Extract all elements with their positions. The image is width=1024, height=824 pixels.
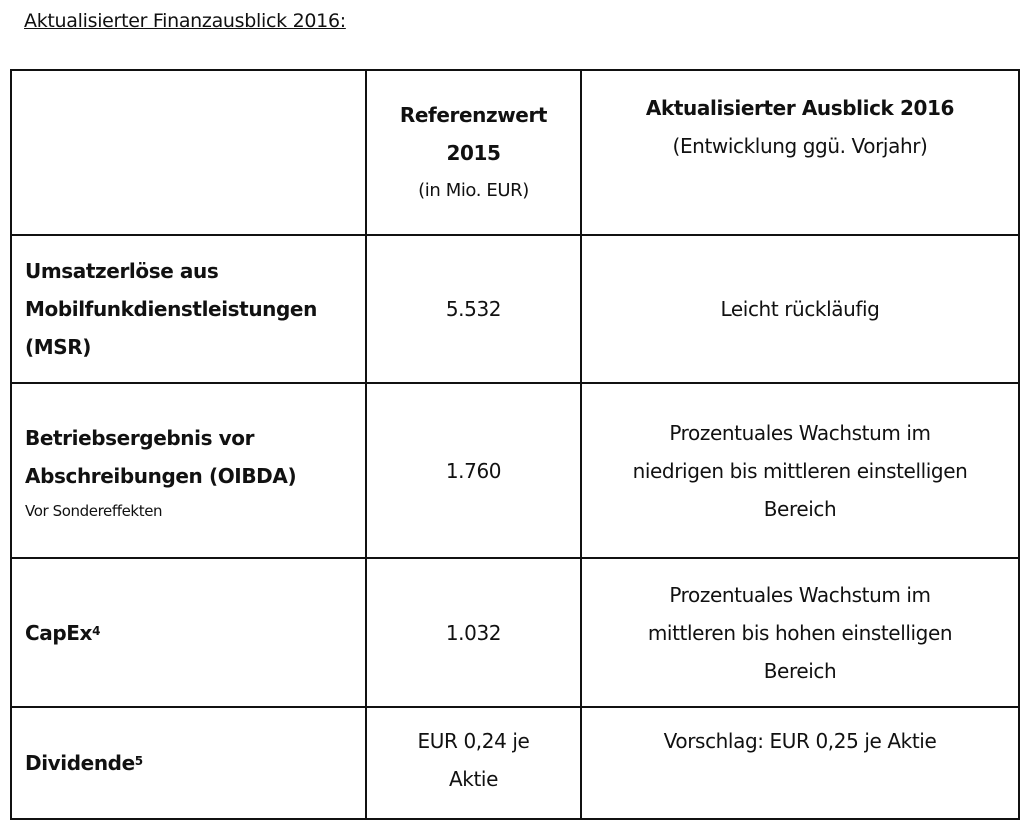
row-value-capex: 1.032: [366, 558, 581, 707]
table-row: [11, 558, 1019, 707]
row-outlook-msr: [581, 235, 1019, 383]
row-outlook-line: Prozentuales Wachstum im: [669, 420, 931, 445]
row-label-oibda: [11, 383, 366, 558]
header-reference-year: 2015: [446, 140, 501, 165]
row-outlook-line: Bereich: [763, 658, 837, 683]
table-row: [11, 383, 1019, 558]
row-value-msr: 5.532: [366, 235, 581, 383]
table-header-row: [11, 70, 1019, 235]
header-outlook-cell: [581, 70, 1019, 235]
row-value-dividend: [366, 707, 581, 819]
row-outlook-capex: [581, 558, 1019, 707]
row-outlook-line: Leicht rückläufig: [720, 297, 880, 321]
header-empty-cell: [11, 70, 366, 235]
row-value-line: Aktie: [449, 767, 498, 791]
row-label-dividend: [11, 707, 366, 819]
row-label-text: Dividende: [25, 751, 135, 775]
row-label-line: Umsatzerlöse aus: [25, 259, 219, 283]
row-outlook-line: Prozentuales Wachstum im: [669, 582, 931, 607]
table-row: [11, 235, 1019, 383]
row-label-line: Mobilfunkdienstleistungen: [25, 297, 317, 321]
row-outlook-line: Bereich: [763, 496, 837, 521]
page-title: Aktualisierter Finanzausblick 2016:: [24, 10, 346, 32]
footnote-marker: 5: [134, 754, 143, 768]
header-reference-unit: (in Mio. EUR): [418, 179, 529, 201]
header-outlook-title: Aktualisierter Ausblick 2016: [645, 96, 955, 120]
row-label-line: Betriebsergebnis vor: [25, 425, 255, 450]
header-reference-cell: [366, 70, 581, 235]
row-label-msr: [11, 235, 366, 383]
row-value-line: EUR 0,24 je: [417, 729, 530, 753]
row-outlook-dividend: [581, 707, 1019, 819]
row-label-capex: [11, 558, 366, 707]
row-outlook-line: Vorschlag: EUR 0,25 je Aktie: [663, 729, 937, 753]
footnote-marker: 4: [92, 623, 101, 638]
financial-outlook-table: [10, 69, 1020, 820]
row-label-text: CapEx: [25, 620, 93, 645]
row-outlook-line: niedrigen bis mittleren einstelligen: [632, 458, 968, 483]
header-reference-label: Referenzwert: [399, 102, 548, 127]
row-value-oibda: 1.760: [366, 383, 581, 558]
row-label-line: Abschreibungen (OIBDA): [25, 463, 297, 488]
row-outlook-line: mittleren bis hohen einstelligen: [647, 620, 953, 645]
row-label-note: Vor Sondereffekten: [25, 501, 163, 520]
header-outlook-subtitle: (Entwicklung ggü. Vorjahr): [672, 134, 928, 158]
table-row: [11, 707, 1019, 819]
row-label-line: (MSR): [25, 335, 91, 359]
row-outlook-oibda: [581, 383, 1019, 558]
